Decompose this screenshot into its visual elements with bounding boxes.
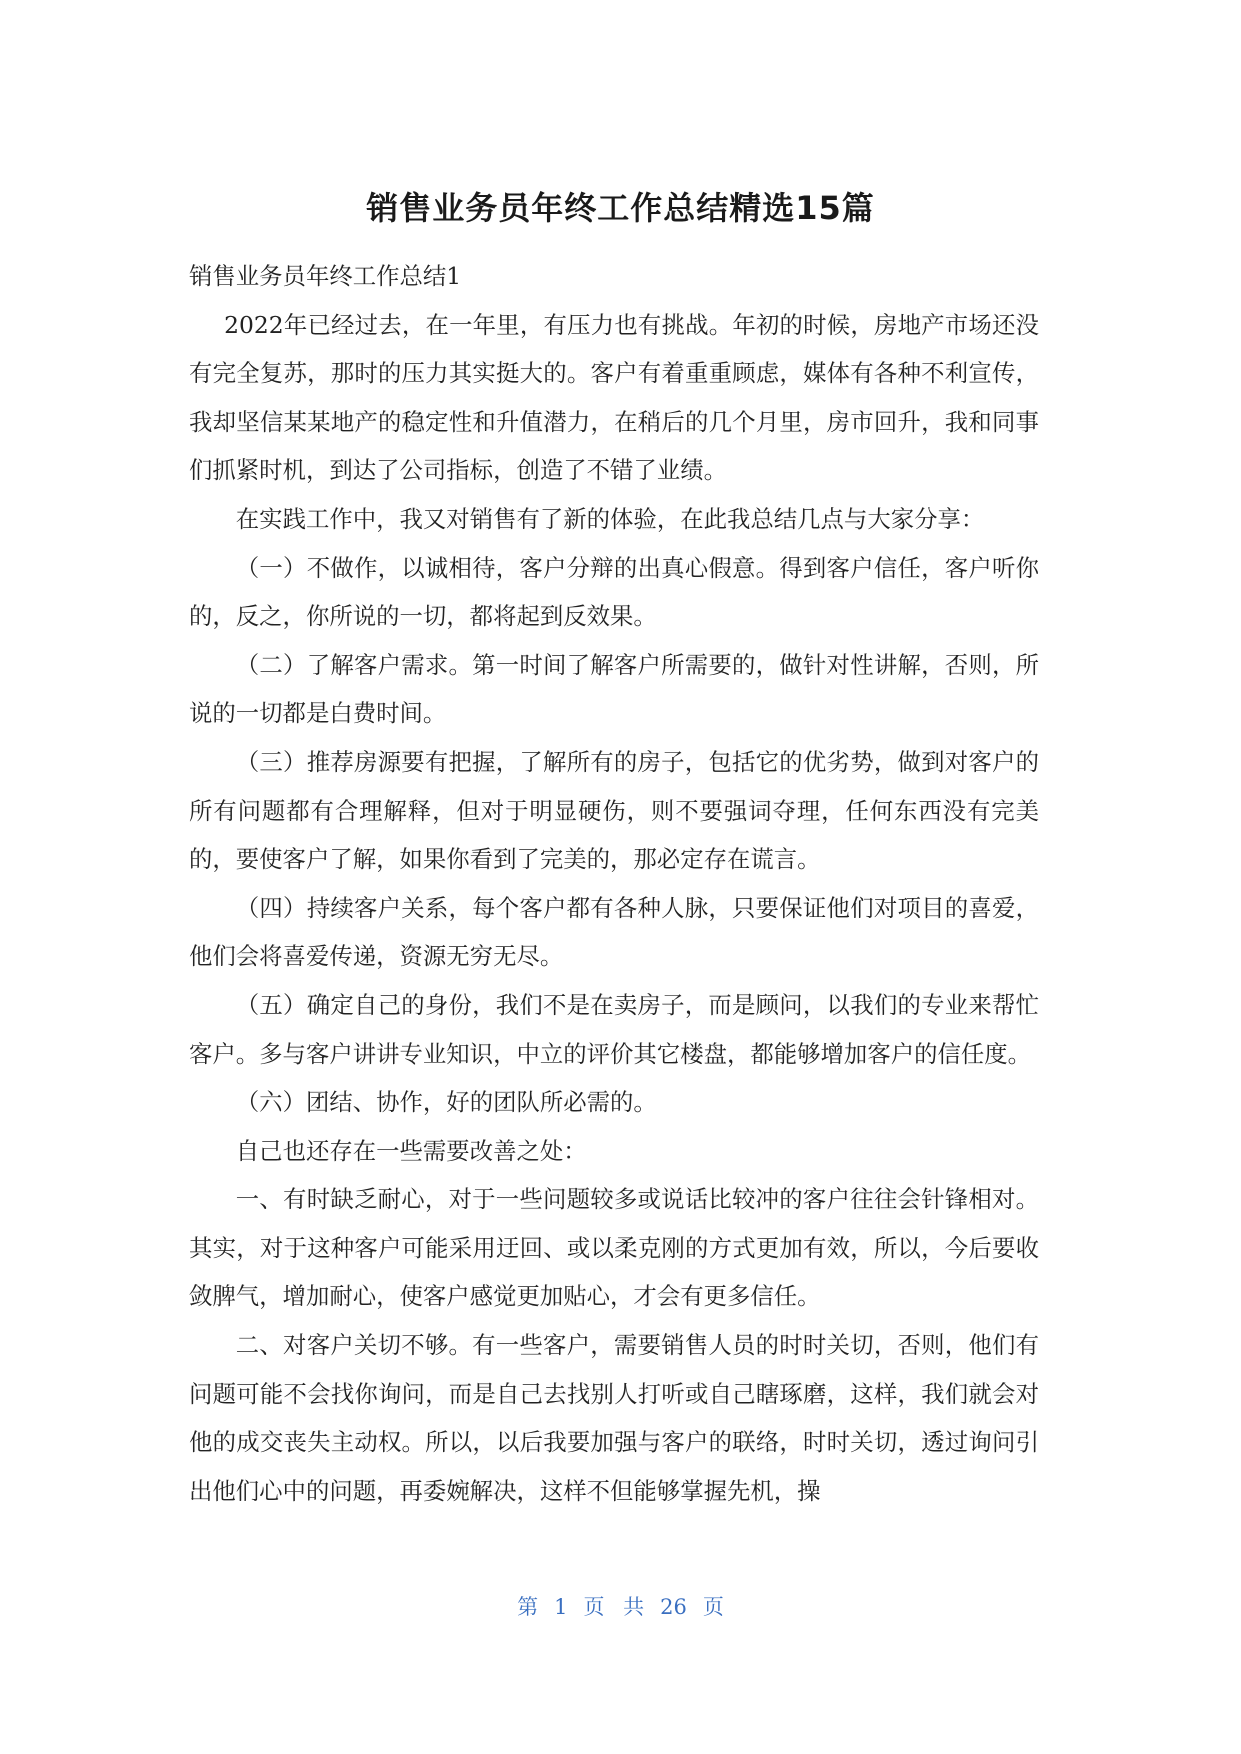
- paragraph: 在实践工作中，我又对销售有了新的体验，在此我总结几点与大家分享：: [235, 504, 985, 533]
- footer-label-of: 页 共: [583, 1595, 645, 1619]
- footer-label-pages: 页: [702, 1595, 724, 1619]
- footer-current-page: 1: [554, 1595, 568, 1619]
- document-title: 销售业务员年终工作总结精选15篇: [366, 189, 875, 227]
- footer-label-page: 第: [517, 1595, 539, 1619]
- paragraph: 自己也还存在一些需要改善之处：: [235, 1136, 587, 1165]
- page-footer: [0, 1592, 1241, 1622]
- paragraph: （六）团结、协作，好的团队所必需的。: [235, 1088, 657, 1117]
- paragraph: （四）持续客户关系，每个客户都有各种人脉，只要保证他们对项目的喜爱，他们会将喜爱传递，资源无穷无尽。: [189, 893, 1039, 971]
- paragraph: （五）确定自己的身份，我们不是在卖房子，而是顾问，以我们的专业来帮忙客户。多与客户讲讲专业知识，中立的评价其它楼盘，都能够增加客户的信任度。: [189, 990, 1039, 1068]
- section-heading: 销售业务员年终工作总结1: [189, 262, 462, 290]
- paragraph: 一、有时缺乏耐心，对于一些问题较多或说话比较冲的客户往往会针锋相对。其实，对于这种客户可能采用迂回、或以柔克刚的方式更加有效，所以，今后要收敛脾气，增加耐心，使客户感觉更加贴心，才会有更多信任。: [189, 1185, 1039, 1311]
- document-body: [189, 252, 1039, 1515]
- paragraph: 二、对客户关切不够。有一些客户，需要销售人员的时时关切，否则，他们有问题可能不会找你询问，而是自己去找别人打听或自己瞎琢磨，这样，我们就会对他的成交丧失主动权。所以，以后我要加强与客户的联络，时时关切，透过询问引出他们心中的问题，再委婉解决，这样不但能够掌握先机，操: [189, 1331, 1039, 1505]
- footer-total-pages: 26: [660, 1595, 687, 1619]
- paragraph: （二）了解客户需求。第一时间了解客户所需要的，做针对性讲解，否则，所说的一切都是白费时间。: [189, 650, 1039, 728]
- paragraph: 2022年已经过去，在一年里，有压力也有挑战。年初的时候，房地产市场还没有完全复苏，那时的压力其实挺大的。客户有着重重顾虑，媒体有各种不利宣传，我却坚信某某地产的稳定性和升值潜力，在稍后的几个月里，房市回升，我和同事们抓紧时机，到达了公司指标，创造了不错了业绩。: [189, 310, 1039, 485]
- paragraph: （一）不做作，以诚相待，客户分辩的出真心假意。得到客户信任，客户听你的，反之，你所说的一切，都将起到反效果。: [189, 553, 1039, 631]
- paragraph: （三）推荐房源要有把握，了解所有的房子，包括它的优劣势，做到对客户的所有问题都有合理解释，但对于明显硬伤，则不要强词夺理，任何东西没有完美的，要使客户了解，如果你看到了完美的，那必定存在谎言。: [189, 747, 1039, 874]
